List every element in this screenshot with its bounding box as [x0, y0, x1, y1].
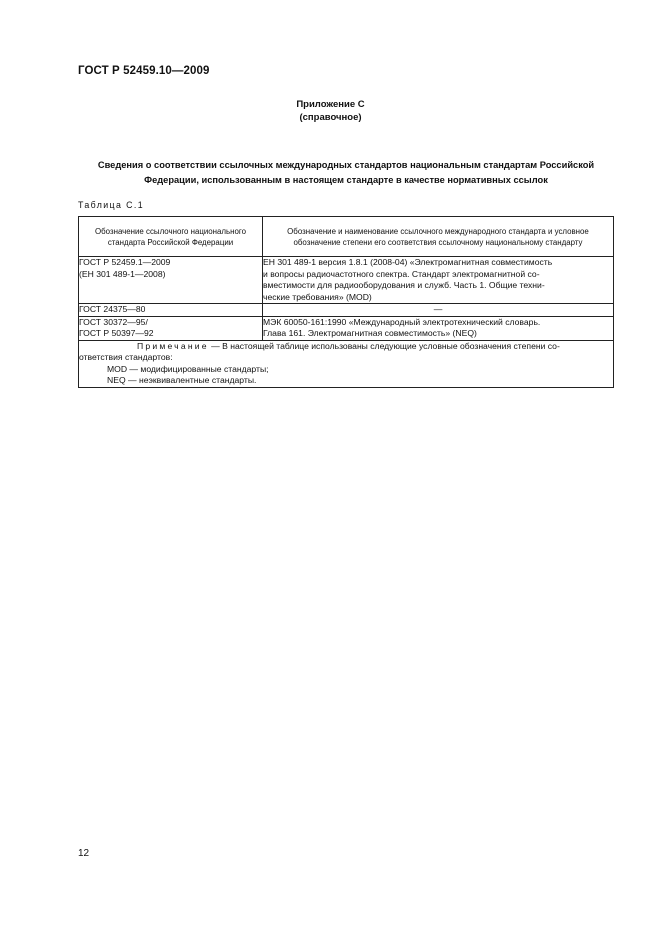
note-item-mod: MOD — модифицированные стандарты; [107, 363, 269, 374]
table-row [79, 257, 614, 304]
appendix-title: Приложение С [296, 99, 365, 110]
table-note [79, 340, 614, 387]
note-label: Примечание [137, 340, 209, 351]
table-header-row [79, 217, 614, 257]
table-cell-national: ГОСТ Р 52459.1—2009 (ЕН 301 489-1—2008) [79, 257, 263, 304]
correspondence-table [78, 216, 614, 388]
document-header-code: ГОСТ Р 52459.10—2009 [78, 65, 210, 77]
table-row [79, 316, 614, 340]
table-cell-international: — [263, 304, 614, 317]
header-international-standard: Обозначение и наименование ссылочного международного стандарта и условное обозначение степени его соответствия ссылочному национальному стандарту [263, 217, 614, 257]
note-text: — В настоящей таблице использованы следующие условные обозначения степени со- [208, 340, 560, 351]
table-cell-national: ГОСТ 24375—80 [79, 304, 263, 317]
section-heading [78, 158, 614, 188]
header-national-standard: Обозначение ссылочного национального стандарта Российской Федерации [79, 217, 263, 257]
table-caption: Таблица С.1 [78, 200, 145, 210]
table-cell-national: ГОСТ 30372—95/ ГОСТ Р 50397—92 [79, 316, 263, 340]
note-item-neq: NEQ — неэквивалентные стандарты. [107, 375, 257, 385]
section-heading-line-1: Сведения о соответствии ссылочных международных стандартов национальным стандартам Российской [97, 160, 595, 170]
table-note-row [79, 340, 614, 387]
table-row [79, 304, 614, 317]
table-cell-international: ЕН 301 489-1 версия 1.8.1 (2008-04) «Электромагнитная совместимость и вопросы радиочастотного спектра. Стандарт электромагнитной со- вместимости для радиооборудования и служб. Часть 1. Общие техни- ческие требования» (MOD) [263, 257, 614, 304]
section-heading-line-2: Федерации, использованным в настоящем стандарте в качестве нормативных ссылок [144, 175, 548, 185]
note-text-continued: ответствия стандартов: [79, 352, 173, 362]
page-number: 12 [78, 848, 90, 859]
appendix-type: (справочное) [299, 112, 362, 123]
appendix-title-block [0, 98, 661, 124]
table-cell-international: МЭК 60050-161:1990 «Международный электротехнический словарь. Глава 161. Электромагнитная совместимость» (NEQ) [263, 316, 614, 340]
note-intro [79, 341, 613, 353]
